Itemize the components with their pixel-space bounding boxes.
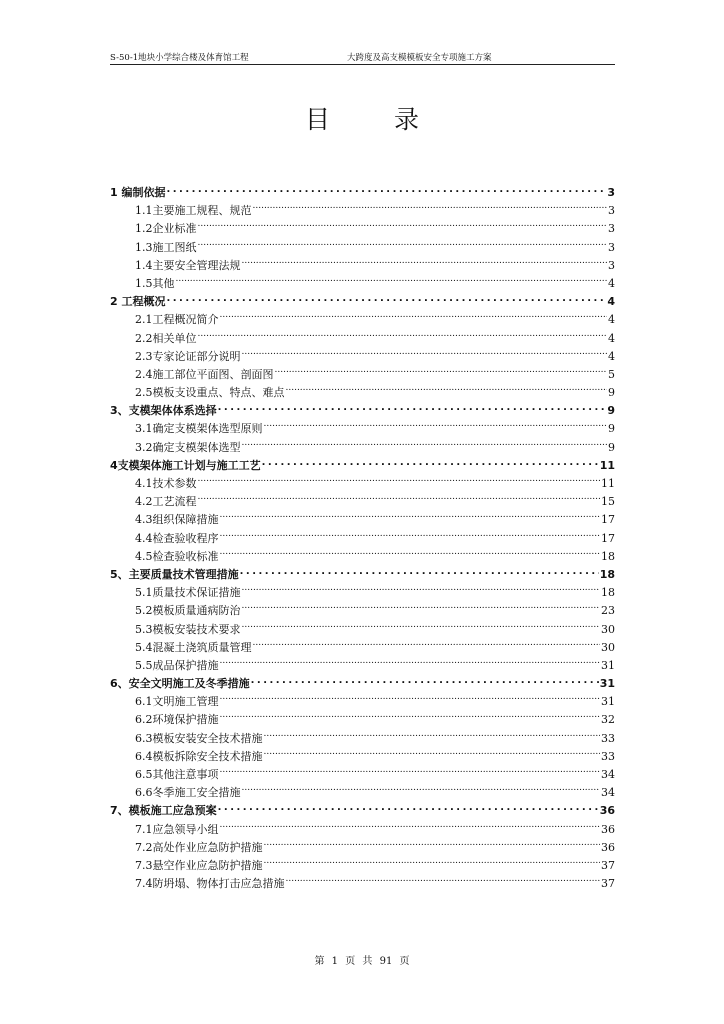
toc-entry-page-number: 4	[608, 313, 615, 327]
toc-entry-label: 5.3模板安装技术要求	[135, 622, 241, 636]
toc-dot-leader	[242, 784, 601, 796]
toc-entry-page-number: 34	[601, 768, 615, 781]
toc-section-entry[interactable]	[110, 711, 615, 729]
toc-section-entry[interactable]	[110, 839, 615, 857]
toc-chapter-entry[interactable]	[110, 675, 615, 693]
table-of-contents	[110, 184, 615, 893]
toc-entry-label: 7.4防坍塌、物体打击应急措施	[135, 877, 285, 891]
toc-entry-label: 6.1文明施工管理	[135, 695, 219, 709]
toc-entry-label: 5.1质量技术保证措施	[135, 586, 241, 600]
toc-entry-label: 6.3模板安装安全技术措施	[135, 731, 263, 745]
toc-dot-leader	[218, 402, 607, 414]
toc-entry-page-number: 5	[608, 367, 615, 381]
toc-entry-page-number: 3	[607, 186, 615, 199]
toc-entry-page-number: 36	[599, 804, 615, 818]
header-document-title: 大跨度及高支模模板安全专项施工方案	[347, 53, 492, 63]
toc-chapter-entry[interactable]	[110, 802, 615, 820]
toc-dot-leader	[198, 330, 608, 342]
toc-entry-page-number: 3	[608, 204, 615, 218]
toc-dot-leader	[220, 711, 601, 723]
toc-entry-label: 1.4主要安全管理法规	[135, 258, 241, 272]
toc-entry-label: 6.2环境保护措施	[135, 713, 219, 727]
toc-section-entry[interactable]	[110, 621, 615, 639]
toc-dot-leader	[220, 657, 601, 669]
toc-chapter-entry[interactable]	[110, 566, 615, 584]
toc-entry-page-number: 18	[599, 567, 615, 581]
toc-dot-leader	[264, 839, 601, 851]
toc-section-entry[interactable]	[110, 748, 615, 766]
toc-dot-leader	[264, 857, 601, 869]
toc-chapter-entry[interactable]	[110, 184, 615, 202]
toc-entry-label: 2.4施工部位平面图、剖面图	[135, 367, 274, 381]
toc-entry-label: 7.2高处作业应急防护措施	[135, 840, 263, 854]
toc-section-entry[interactable]	[110, 439, 615, 457]
toc-entry-label: 6.5其他注意事项	[135, 768, 219, 781]
toc-entry-page-number: 9	[607, 404, 615, 418]
toc-entry-page-number: 17	[601, 513, 615, 527]
toc-chapter-entry[interactable]	[110, 457, 615, 475]
toc-entry-label: 1.3施工图纸	[135, 240, 197, 254]
toc-entry-page-number: 9	[608, 386, 615, 400]
toc-entry-page-number: 9	[608, 440, 615, 454]
toc-dot-leader	[166, 293, 606, 305]
toc-dot-leader	[176, 275, 608, 287]
toc-entry-page-number: 34	[601, 786, 615, 800]
toc-entry-label: 6.6冬季施工安全措施	[135, 786, 241, 800]
toc-entry-label: 1 编制依据	[110, 186, 166, 199]
toc-section-entry[interactable]	[110, 821, 615, 839]
toc-section-entry[interactable]	[110, 493, 615, 511]
toc-section-entry[interactable]	[110, 784, 615, 802]
toc-entry-label: 3.2确定支模架体选型	[135, 440, 241, 454]
toc-dot-leader	[218, 802, 599, 814]
toc-dot-leader	[264, 748, 601, 760]
toc-dot-leader	[220, 530, 601, 542]
toc-entry-label: 7.1应急领导小组	[135, 822, 219, 836]
toc-section-entry[interactable]	[110, 857, 615, 875]
toc-dot-leader	[220, 511, 601, 523]
toc-dot-leader	[240, 566, 599, 578]
toc-entry-page-number: 36	[601, 840, 615, 854]
toc-entry-page-number: 11	[599, 458, 615, 472]
toc-entry-label: 2.2相关单位	[135, 331, 197, 345]
toc-entry-label: 1.1主要施工规程、规范	[135, 204, 252, 218]
toc-section-entry[interactable]	[110, 311, 615, 329]
toc-dot-leader	[242, 348, 608, 360]
toc-dot-leader	[264, 420, 608, 432]
toc-entry-page-number: 11	[601, 477, 615, 490]
toc-entry-page-number: 4	[607, 295, 615, 309]
toc-dot-leader	[220, 821, 601, 833]
toc-entry-label: 3.1确定支模架体选型原则	[135, 422, 263, 436]
toc-section-entry[interactable]	[110, 239, 615, 257]
toc-section-entry[interactable]	[110, 639, 615, 657]
toc-title: 目 录	[305, 105, 447, 134]
toc-entry-label: 2.3专家论证部分说明	[135, 349, 241, 363]
toc-dot-leader	[242, 621, 601, 633]
toc-dot-leader	[242, 602, 601, 614]
toc-entry-page-number: 4	[608, 276, 615, 290]
toc-entry-label: 2.1工程概况简介	[135, 313, 219, 327]
toc-dot-leader	[242, 257, 608, 269]
toc-entry-page-number: 4	[608, 349, 615, 363]
toc-entry-label: 5.2模板质量通病防治	[135, 604, 241, 618]
toc-entry-page-number: 30	[601, 622, 615, 636]
toc-dot-leader	[198, 239, 608, 251]
toc-entry-label: 1.2企业标准	[135, 222, 197, 236]
toc-entry-page-number: 30	[601, 640, 615, 654]
toc-section-entry[interactable]	[110, 220, 615, 238]
toc-entry-label: 1.5其他	[135, 276, 175, 290]
toc-dot-leader	[253, 639, 601, 651]
toc-entry-page-number: 31	[599, 677, 615, 691]
header-project-name: S-50-1地块小学综合楼及体育馆工程	[110, 53, 249, 63]
toc-entry-label: 4支模架体施工计划与施工工艺	[110, 458, 261, 472]
toc-entry-label: 7.3悬空作业应急防护措施	[135, 858, 263, 872]
toc-entry-page-number: 4	[608, 331, 615, 345]
toc-entry-label: 4.1技术参数	[135, 477, 197, 490]
toc-section-entry[interactable]	[110, 420, 615, 438]
toc-dot-leader	[262, 457, 599, 469]
toc-entry-label: 4.3组织保障措施	[135, 513, 219, 527]
toc-entry-page-number: 31	[601, 658, 615, 672]
toc-section-entry[interactable]	[110, 584, 615, 602]
toc-entry-page-number: 36	[601, 822, 615, 836]
toc-dot-leader	[286, 875, 601, 887]
toc-entry-page-number: 37	[601, 858, 615, 872]
toc-dot-leader	[253, 202, 608, 214]
toc-entry-page-number: 3	[608, 240, 615, 254]
toc-section-entry[interactable]	[110, 384, 615, 402]
toc-entry-page-number: 9	[608, 422, 615, 436]
toc-section-entry[interactable]	[110, 330, 615, 348]
toc-entry-label: 6.4模板拆除安全技术措施	[135, 749, 263, 763]
toc-section-entry[interactable]	[110, 530, 615, 548]
toc-dot-leader	[220, 693, 601, 705]
toc-section-entry[interactable]	[110, 257, 615, 275]
toc-entry-label: 6、安全文明施工及冬季措施	[110, 677, 250, 691]
toc-entry-page-number: 3	[608, 222, 615, 236]
toc-dot-leader	[220, 311, 608, 323]
toc-dot-leader	[286, 384, 608, 396]
toc-entry-label: 4.5检查验收标准	[135, 549, 219, 563]
toc-section-entry[interactable]	[110, 366, 615, 384]
toc-section-entry[interactable]	[110, 202, 615, 220]
toc-dot-leader	[198, 220, 608, 232]
toc-entry-page-number: 15	[601, 495, 615, 509]
toc-entry-page-number: 31	[601, 695, 615, 709]
toc-section-entry[interactable]	[110, 875, 615, 893]
toc-dot-leader	[275, 366, 608, 378]
toc-section-entry[interactable]	[110, 511, 615, 529]
toc-section-entry[interactable]	[110, 602, 615, 620]
toc-section-entry[interactable]	[110, 693, 615, 711]
toc-entry-page-number: 17	[601, 531, 615, 545]
toc-entry-label: 5.5成品保护措施	[135, 658, 219, 672]
toc-section-entry[interactable]	[110, 548, 615, 566]
toc-entry-page-number: 18	[601, 586, 615, 600]
toc-entry-label: 2 工程概况	[110, 295, 166, 309]
toc-dot-leader	[198, 493, 601, 505]
toc-section-entry[interactable]	[110, 657, 615, 675]
toc-dot-leader	[166, 184, 606, 196]
toc-entry-label: 2.5模板支设重点、特点、难点	[135, 386, 285, 400]
page-header	[110, 50, 615, 65]
toc-entry-page-number: 33	[601, 749, 615, 763]
toc-entry-label: 5、主要质量技术管理措施	[110, 567, 239, 581]
toc-dot-leader	[242, 584, 601, 596]
toc-entry-label: 3、支模架体体系选择	[110, 404, 217, 418]
toc-entry-label: 5.4混凝土浇筑质量管理	[135, 640, 252, 654]
toc-dot-leader	[220, 548, 601, 560]
toc-entry-page-number: 18	[601, 549, 615, 563]
toc-dot-leader	[198, 475, 601, 487]
toc-chapter-entry[interactable]	[110, 293, 615, 311]
toc-section-entry[interactable]	[110, 348, 615, 366]
toc-section-entry[interactable]	[110, 730, 615, 748]
toc-dot-leader	[220, 766, 601, 778]
toc-dot-leader	[242, 439, 608, 451]
toc-dot-leader	[264, 730, 601, 742]
page-footer: 第 1 页 共 91 页	[314, 956, 410, 967]
toc-section-entry[interactable]	[110, 766, 615, 784]
toc-entry-label: 4.2工艺流程	[135, 495, 197, 509]
toc-dot-leader	[251, 675, 599, 687]
toc-entry-page-number: 3	[608, 258, 615, 272]
toc-entry-label: 4.4检查验收程序	[135, 531, 219, 545]
toc-section-entry[interactable]	[110, 475, 615, 493]
toc-entry-page-number: 37	[601, 877, 615, 891]
toc-entry-page-number: 33	[601, 731, 615, 745]
toc-section-entry[interactable]	[110, 275, 615, 293]
toc-chapter-entry[interactable]	[110, 402, 615, 420]
toc-entry-page-number: 23	[601, 604, 615, 618]
toc-entry-label: 7、模板施工应急预案	[110, 804, 217, 818]
toc-entry-page-number: 32	[601, 713, 615, 727]
